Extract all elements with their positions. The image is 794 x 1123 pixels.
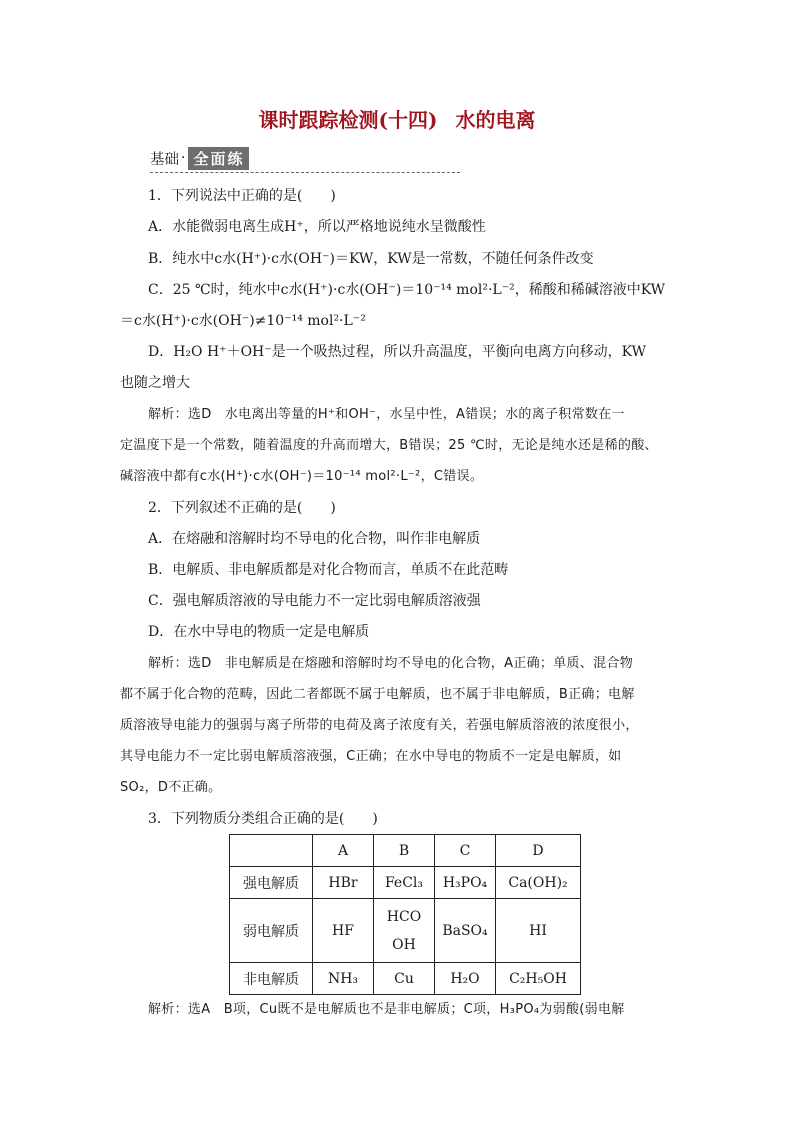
table-cell: HCOOH (374, 899, 435, 963)
section-label: 基础 (150, 151, 179, 168)
q2-answer-line5: SO₂，D不正确。 (120, 780, 222, 795)
q2-option-b: B．电解质、非电解质都是对化合物而言，单质不在此范畴 (148, 562, 509, 578)
title-main: 课时跟踪检测(十四) (258, 108, 438, 132)
q2-option-a: A．在熔融和溶解时均不导电的化合物，叫作非电解质 (148, 531, 481, 547)
q1-answer-line3: 碱溶液中都有c水(H⁺)·c水(OH⁻)＝10⁻¹⁴ mol²·L⁻²，C错误。 (120, 469, 484, 484)
table-cell: BaSO₄ (435, 899, 496, 963)
q2-answer-line4: 其导电能力不一定比弱电解质溶液强，C正确；在水中导电的物质不一定是电解质，如 (120, 749, 622, 764)
table-row-header: 非电解质 (230, 963, 313, 995)
table-cell: Ca(OH)₂ (496, 867, 581, 899)
section-header (150, 146, 249, 170)
table-cell: C₂H₅OH (496, 963, 581, 995)
page-title (0, 104, 794, 133)
q3-stem: 3．下列物质分类组合正确的是( ) (148, 811, 378, 827)
q2-answer-line3: 质溶液导电能力的强弱与离子所带的电荷及离子浓度有关，若强电解质溶液的浓度很小， (120, 718, 639, 733)
classification-table (229, 834, 581, 995)
q1-option-d-line2: 也随之增大 (120, 375, 190, 391)
table-header-cell: D (496, 835, 581, 867)
table-cell: Cu (374, 963, 435, 995)
q1-option-d-line1: D．H₂O H⁺＋OH⁻是一个吸热过程，所以升高温度，平衡向电离方向移动，KW (148, 344, 646, 360)
q3-answer-line1: 解析：选A B项，Cu既不是电解质也不是非电解质；C项，H₃PO₄为弱酸(弱电解 (148, 1002, 625, 1017)
section-dot: · (181, 150, 186, 166)
q1-stem: 1．下列说法中正确的是( ) (148, 188, 336, 204)
q1-option-c-line2: ＝c水(H⁺)·c水(OH⁻)≠10⁻¹⁴ mol²·L⁻² (120, 313, 366, 329)
q2-stem: 2．下列叙述不正确的是( ) (148, 500, 336, 516)
table-header-cell (230, 835, 313, 867)
section-divider (150, 172, 460, 173)
table-row (230, 963, 581, 995)
q1-option-a: A．水能微弱电离生成H⁺，所以严格地说纯水呈微酸性 (148, 219, 486, 235)
section-tag-badge: 全面练 (188, 147, 249, 170)
table-cell: NH₃ (313, 963, 374, 995)
table-cell: H₃PO₄ (435, 867, 496, 899)
q1-option-c-line1: C．25 ℃时，纯水中c水(H⁺)·c水(OH⁻)＝10⁻¹⁴ mol²·L⁻²，稀酸和稀碱溶液中KW (148, 282, 666, 298)
table-cell: HBr (313, 867, 374, 899)
table-header-cell: C (435, 835, 496, 867)
table-header-row (230, 835, 581, 867)
table-cell: FeCl₃ (374, 867, 435, 899)
table-row (230, 899, 581, 963)
table-cell: HI (496, 899, 581, 963)
table-header-cell: A (313, 835, 374, 867)
q1-option-b: B．纯水中c水(H⁺)·c水(OH⁻)＝KW，KW是一常数，不随任何条件改变 (148, 251, 594, 267)
title-sub: 水的电离 (455, 108, 536, 132)
q1-answer-line2: 定温度下是一个常数，随着温度的升高而增大，B错误；25 ℃时，无论是纯水还是稀的酸、 (120, 438, 658, 453)
q2-answer-line1: 解析：选D 非电解质是在熔融和溶解时均不导电的化合物，A正确；单质、混合物 (148, 656, 634, 671)
q2-answer-line2: 都不属于化合物的范畴，因此二者都既不属于电解质，也不属于非电解质，B正确；电解 (120, 687, 635, 702)
table-row-header: 强电解质 (230, 867, 313, 899)
q1-answer-line1: 解析：选D 水电离出等量的H⁺和OH⁻，水呈中性，A错误；水的离子积常数在一 (148, 407, 625, 422)
table-cell: HF (313, 899, 374, 963)
q2-option-c: C．强电解质溶液的导电能力不一定比弱电解质溶液强 (148, 593, 481, 609)
q2-option-d: D．在水中导电的物质一定是电解质 (148, 624, 370, 640)
table-cell: H₂O (435, 963, 496, 995)
table-row-header: 弱电解质 (230, 899, 313, 963)
table-header-cell: B (374, 835, 435, 867)
table-row (230, 867, 581, 899)
